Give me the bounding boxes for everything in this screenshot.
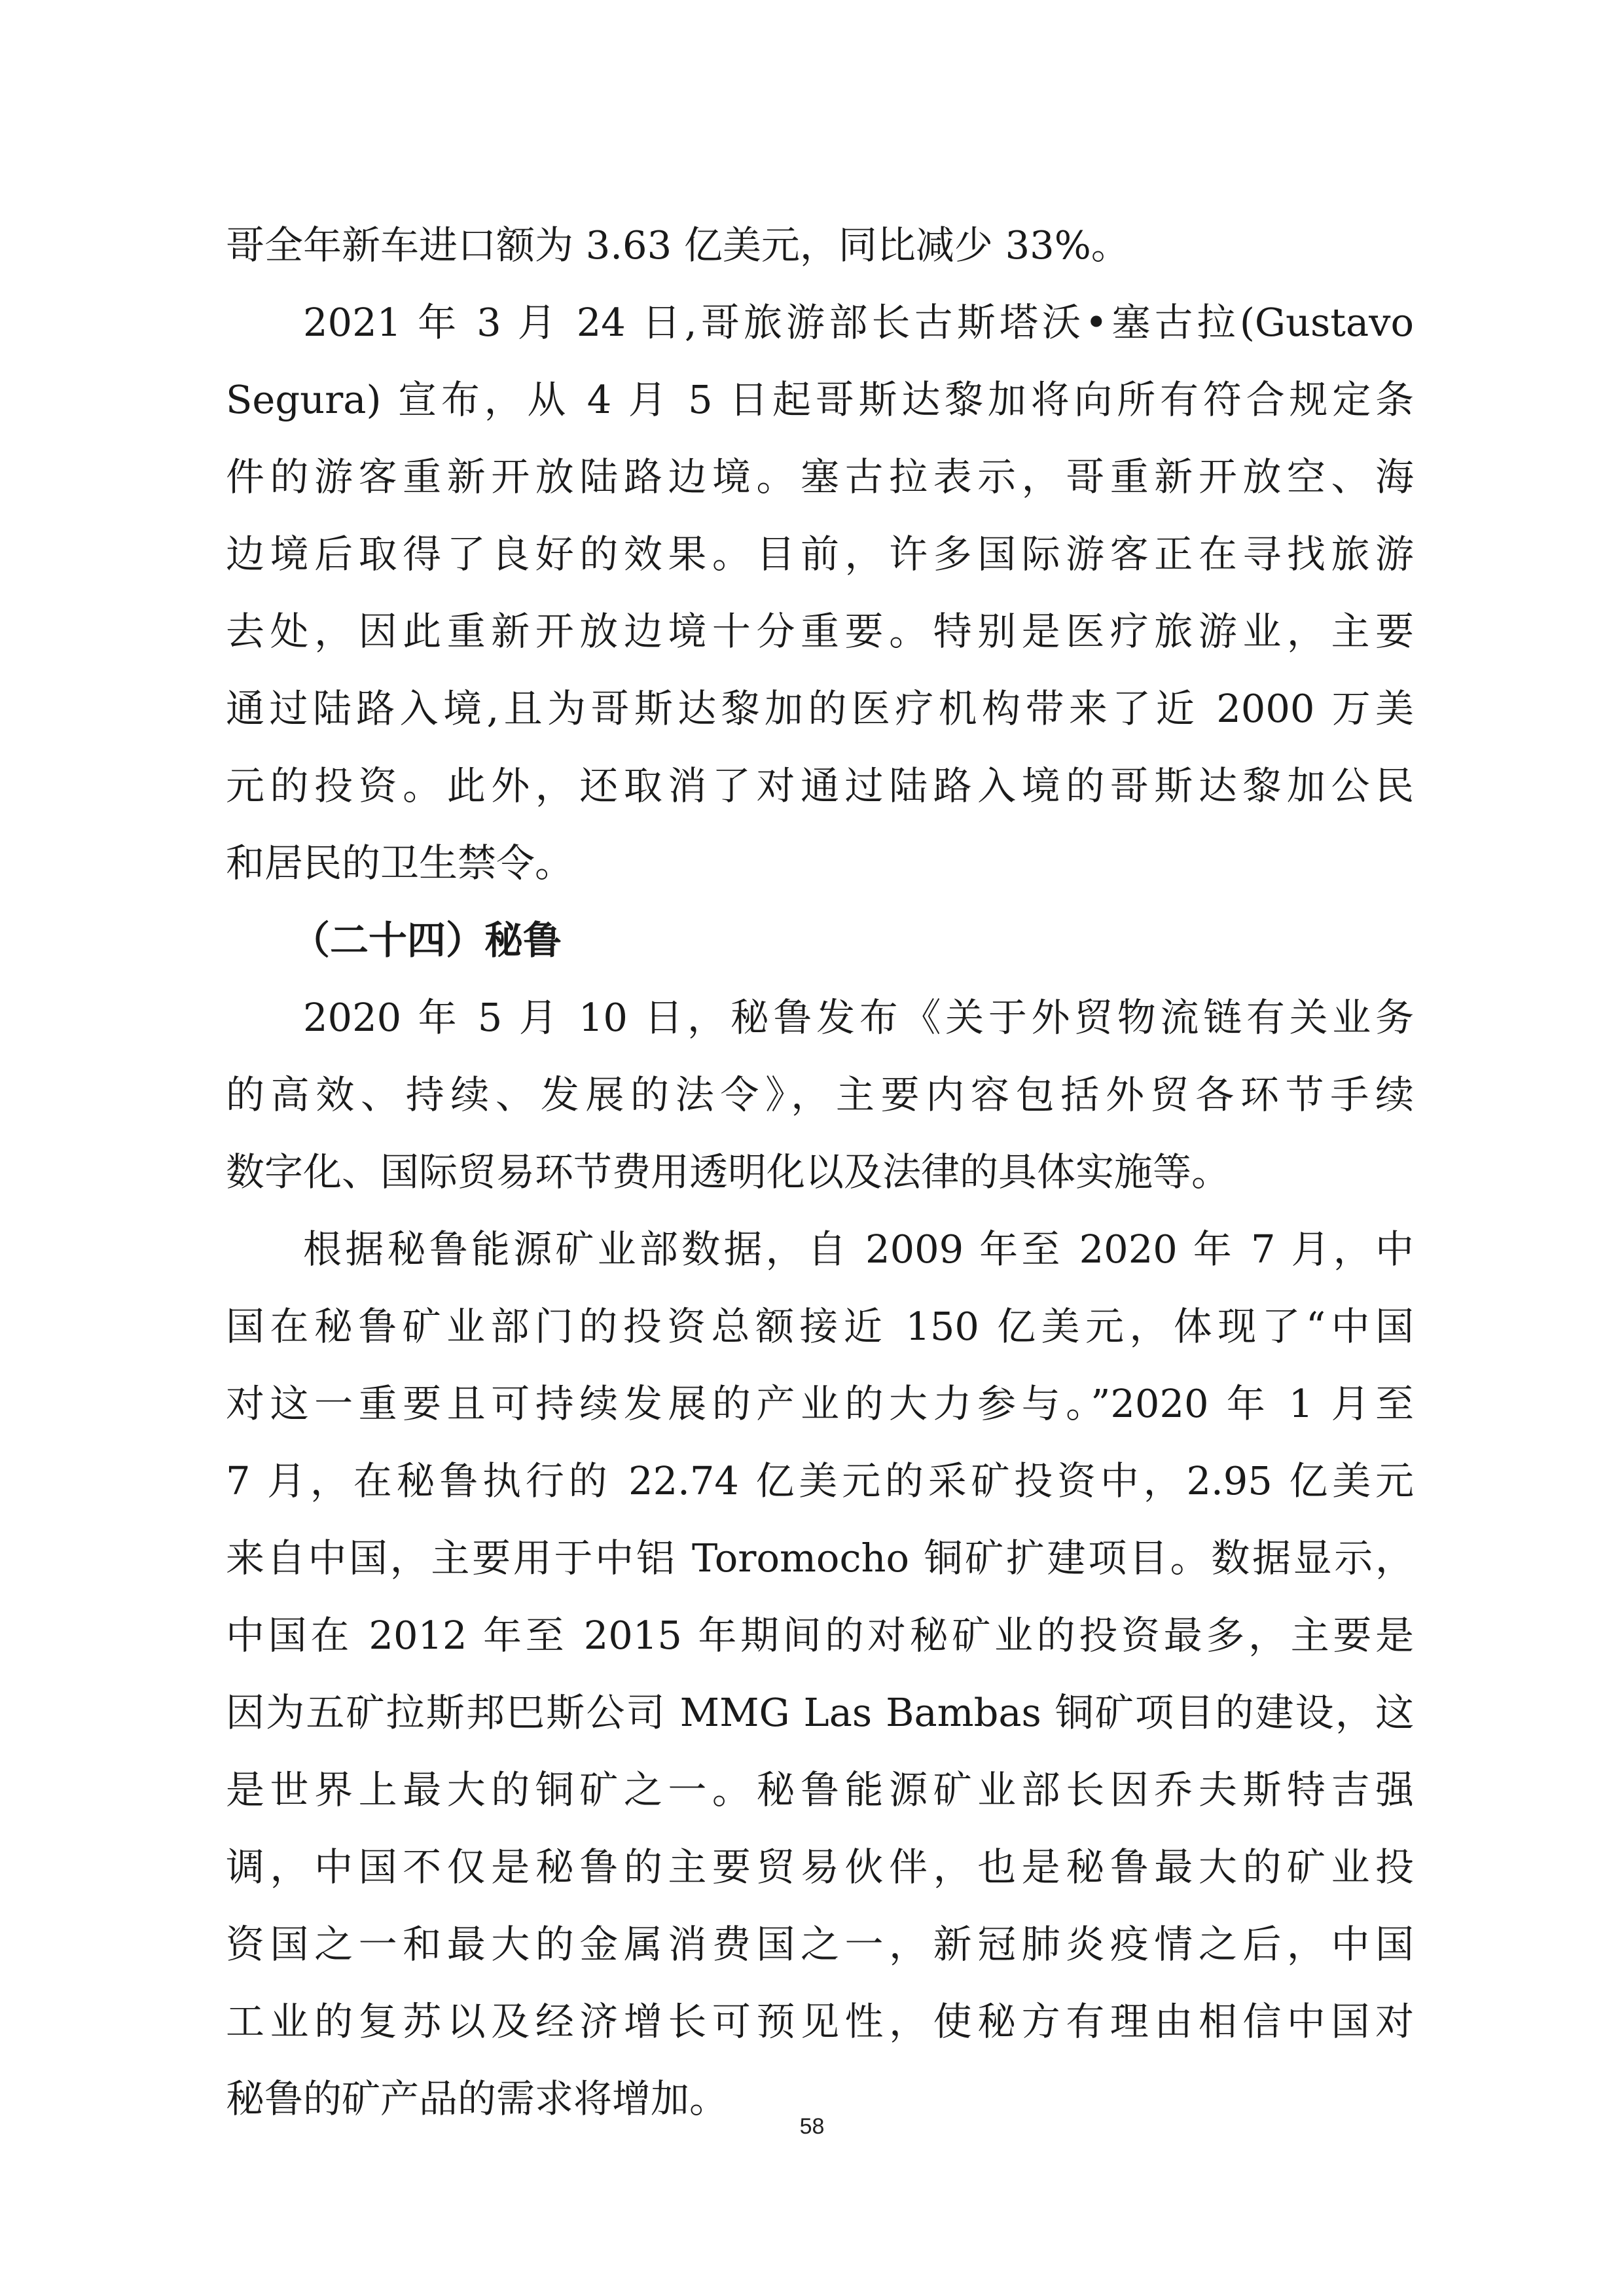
text-line: 的高效、持续、发展的法令》，主要内容包括外贸各环节手续 (226, 1072, 1414, 1117)
text-line: 是世界上最大的铜矿之一。秘鲁能源矿业部长因乔夫斯特吉强 (226, 1767, 1414, 1812)
text-line: 件的游客重新开放陆路边境。塞古拉表示，哥重新开放空、海 (226, 454, 1414, 499)
text-line: 去处，因此重新开放边境十分重要。特别是医疗旅游业，主要 (226, 609, 1414, 654)
page-number: 58 (799, 2114, 825, 2139)
section-heading: （二十四）秘鲁 (291, 918, 562, 963)
text-line: 因为五矿拉斯邦巴斯公司 MMG Las Bambas 铜矿项目的建设，这 (226, 1690, 1414, 1735)
text-line: 7 月，在秘鲁执行的 22.74 亿美元的采矿投资中，2.95 亿美元 (226, 1458, 1414, 1503)
text-line: Segura) 宣布，从 4 月 5 日起哥斯达黎加将向所有符合规定条 (226, 377, 1414, 422)
paragraph (226, 979, 1414, 1211)
text-line: 元的投资。此外，还取消了对通过陆路入境的哥斯达黎加公民 (226, 763, 1414, 808)
document-body (226, 207, 1414, 2138)
text-line: 边境后取得了良好的效果。目前，许多国际游客正在寻找旅游 (226, 531, 1414, 577)
text-line: 来自中国，主要用于中铝 Toromocho 铜矿扩建项目。数据显示， (226, 1535, 1414, 1581)
text-line: 2020 年 5 月 10 日，秘鲁发布《关于外贸物流链有关业务 (303, 995, 1414, 1040)
text-line: 秘鲁的矿产品的需求将增加。 (226, 2076, 729, 2121)
text-line: 数字化、国际贸易环节费用透明化以及法律的具体实施等。 (226, 1149, 1231, 1194)
text-line: 2021 年 3 月 24 日,哥旅游部长古斯塔沃•塞古拉(Gustavo (303, 300, 1414, 345)
text-line: 国在秘鲁矿业部门的投资总额接近 150 亿美元，体现了“中国 (226, 1304, 1414, 1349)
text-line: 哥全年新车进口额为 3.63 亿美元，同比减少 33%。 (226, 223, 1130, 268)
text-line: 根据秘鲁能源矿业部数据，自 2009 年至 2020 年 7 月，中 (303, 1227, 1414, 1272)
paragraph (226, 207, 1414, 284)
text-line: 工业的复苏以及经济增长可预见性，使秘方有理由相信中国对 (226, 1999, 1414, 2044)
paragraph (226, 284, 1414, 902)
paragraph (226, 1211, 1414, 2138)
text-line: 资国之一和最大的金属消费国之一，新冠肺炎疫情之后，中国 (226, 1922, 1414, 1967)
text-line: 中国在 2012 年至 2015 年期间的对秘矿业的投资最多，主要是 (226, 1613, 1414, 1658)
text-line: 对这一重要且可持续发展的产业的大力参与。”2020 年 1 月至 (226, 1381, 1414, 1426)
text-line: 通过陆路入境,且为哥斯达黎加的医疗机构带来了近 2000 万美 (226, 686, 1414, 731)
text-line: 调，中国不仅是秘鲁的主要贸易伙伴，也是秘鲁最大的矿业投 (226, 1844, 1414, 1890)
text-line: 和居民的卫生禁令。 (226, 840, 574, 886)
